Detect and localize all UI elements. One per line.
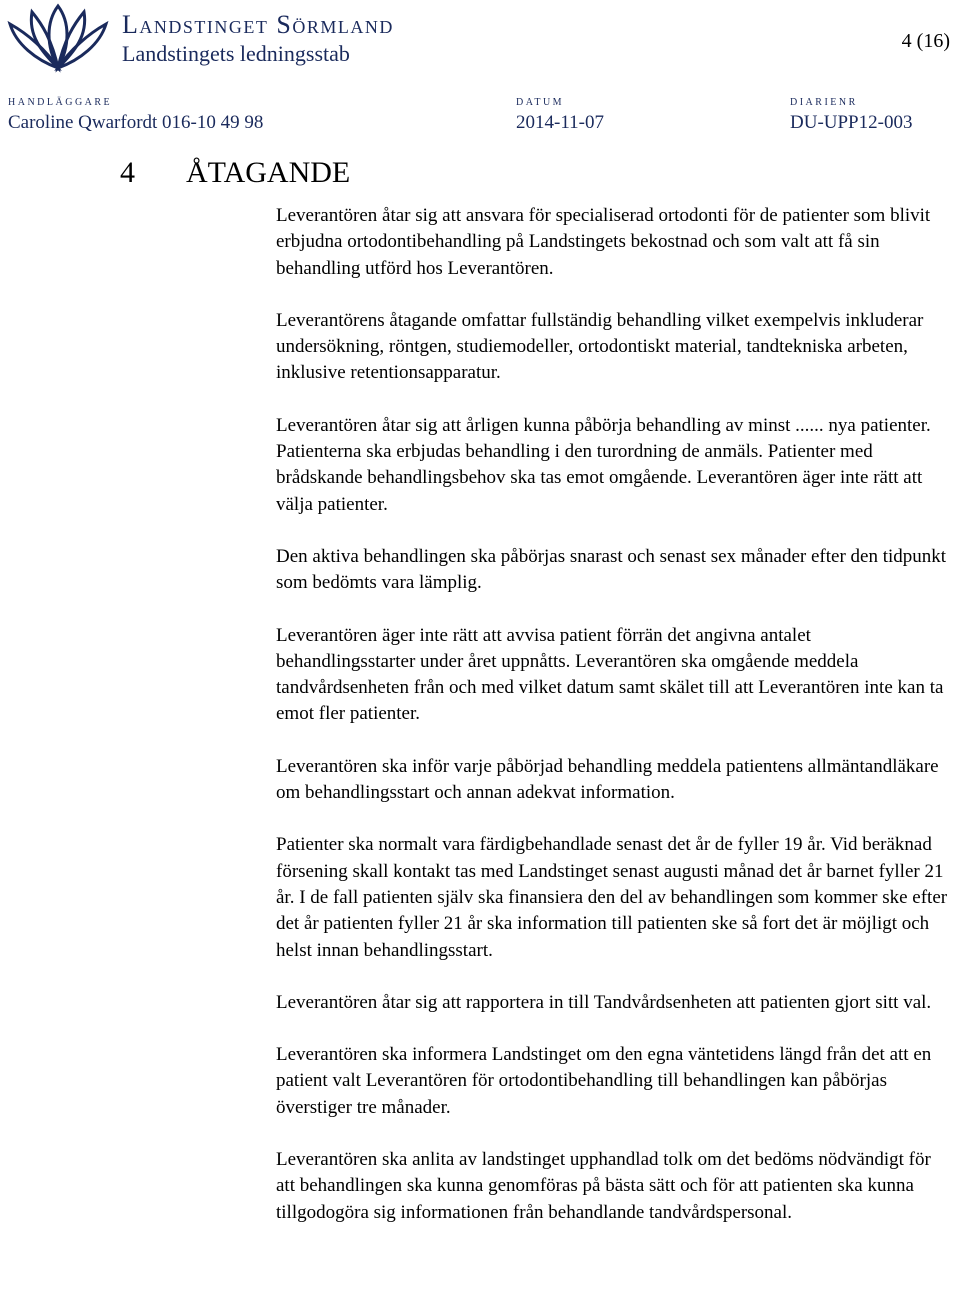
document-body: [276, 203, 952, 1252]
paragraph: Leverantören åtar sig att rapportera in till Tandvårdsenheten att patienten gjort sitt val.: [276, 991, 932, 1013]
paragraph: Leverantören ska informera Landstinget om den egna väntetidens längd från det att en patient valt Leverantören för ortodontibehandling till behandlingen kan påbörjas överstiger tre månader.: [276, 1044, 932, 1118]
diarienr-label: DIARIENR: [790, 97, 858, 108]
section-heading: [120, 155, 350, 191]
meta-datum: [516, 97, 604, 135]
paragraph: Leverantören åtar sig att ansvara för specialiserad ortodonti för de patienter som blivit erbjudna ortodontibehandling på Landstingets bekostnad och som valt att få sin behandling utförd hos Leverantören.: [276, 205, 931, 279]
paragraph: Den aktiva behandlingen ska påbörjas snarast och senast sex månader efter den tidpunkt som bedömts vara lämplig.: [276, 545, 947, 594]
datum-label: DATUM: [516, 97, 565, 108]
paragraph: Leverantören ska inför varje påbörjad behandling meddela patientens allmäntandläkare om behandlingsstart och annan adekvat information.: [276, 755, 939, 804]
paragraph: Leverantören ska anlita av landstinget upphandlad tolk om det bedöms nödvändigt för att behandlingen ska kunna genomföras på bästa sätt och för att patienten ska kunna tillgodogöra sig informationen från behandlande tandvårdspersonal.: [276, 1149, 931, 1223]
paragraph: Leverantören äger inte rätt att avvisa patient förrän det angivna antalet behandlingsstarter under året uppnåtts. Leverantören ska omgående meddela tandvårdsenheten från och med vilket datum samt skälet till att Leverantören inte kan ta emot fler patienter.: [276, 624, 944, 725]
diarienr-value: DU-UPP12-003: [790, 112, 913, 133]
paragraph: Leverantören åtar sig att årligen kunna påbörja behandling av minst ...... nya patienter. Patienterna ska erbjudas behandling i den turordning de anmäls. Patienter med brådskande behandlingsbehov ska tas emot omgående. Leverantören äger inte rätt att välja patienter.: [276, 414, 931, 515]
section-number: 4: [120, 156, 135, 189]
page-number: 4 (16): [901, 30, 950, 52]
meta-handlaggare: [8, 97, 263, 135]
paragraph: Patienter ska normalt vara färdigbehandlade senast det år de fyller 19 år. Vid beräknad försening skall kontakt tas med Landstinget senast augusti månad det år barnet fyller 21 år. I de fall patienten själv ska finansiera den del av behandlingen som kommer ske efter det år patienten fyller 21 år ska information till patienten ske så fort det är möjligt och helst innan behandlingsstart.: [276, 834, 948, 961]
paragraph: Leverantörens åtagande omfattar fullständig behandling vilket exempelvis inkluderar undersökning, röntgen, studiemodeller, ortodontiskt material, tandtekniska arbeten, inklusive retentionsapparatur.: [276, 309, 924, 384]
datum-value: 2014-11-07: [516, 112, 604, 133]
tulip-logo-icon: [2, 0, 114, 75]
handlaggare-value: Caroline Qwarfordt 016-10 49 98: [8, 112, 264, 133]
org-name: Landstinget Sörmland: [122, 10, 394, 39]
handlaggare-label: HANDLÄGGARE: [8, 97, 113, 108]
section-title: ÅTAGANDE: [186, 156, 351, 189]
org-subtitle: Landstingets ledningsstab: [122, 41, 350, 66]
meta-diarienr: [790, 97, 912, 135]
